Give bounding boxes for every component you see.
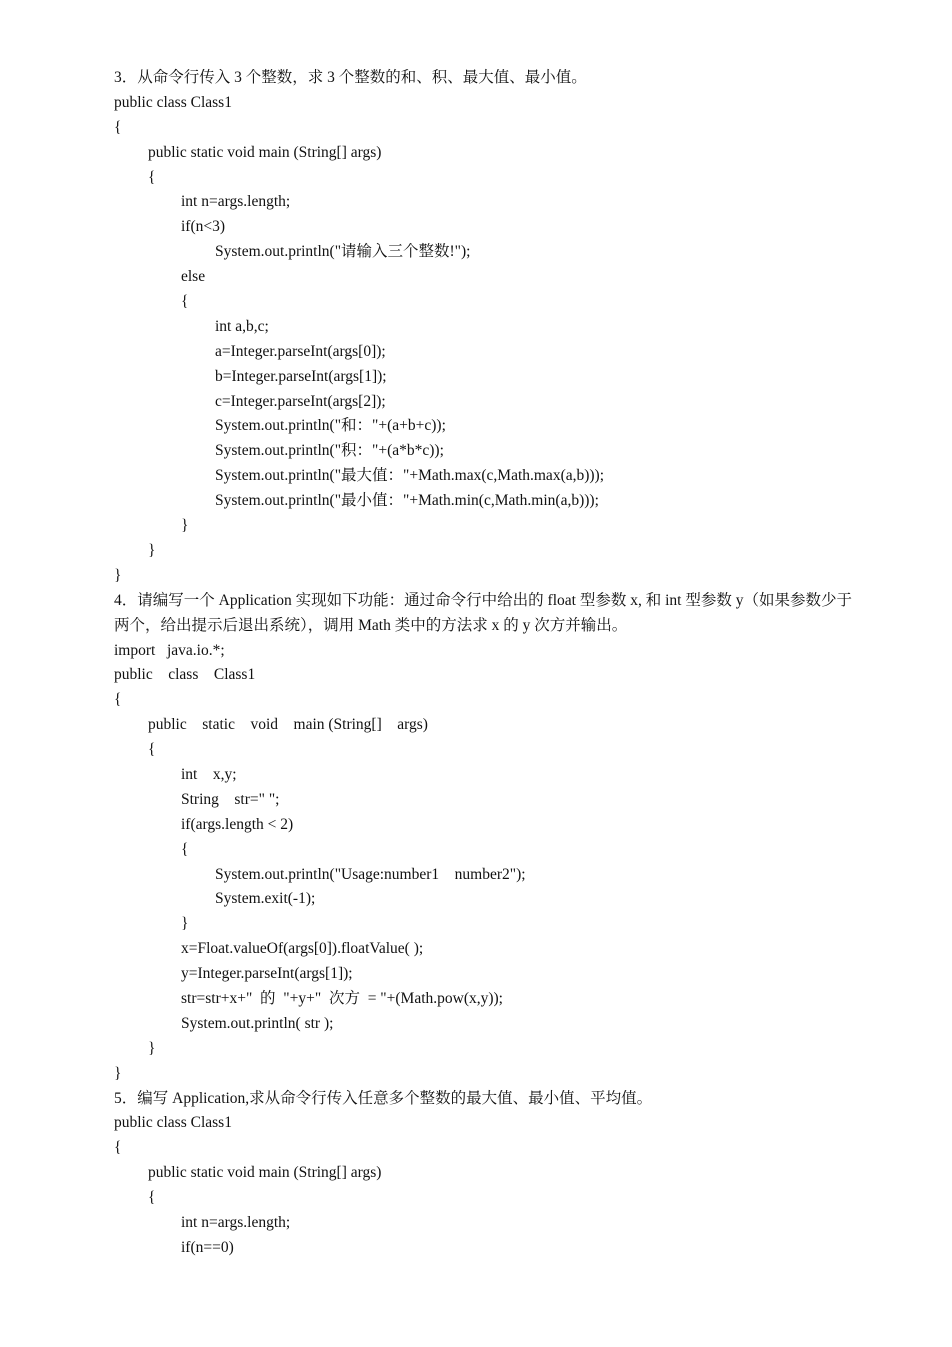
code-line: int a,b,c; [215,317,269,335]
code-line: { [148,168,156,186]
code-line: { [114,691,122,709]
section-heading: 3．从命令行传入 3 个整数，求 3 个整数的和、积、最大值、最小值。 [114,69,587,86]
code-line: a=Integer.parseInt(args[0]); [215,342,386,360]
code-line: System.out.println("和："+(a+b+c)); [215,417,446,435]
code-line: { [181,840,189,858]
code-line: } [148,1039,156,1057]
code-line: System.out.println("Usage:number1 number2"); [215,865,526,883]
code-line: else [181,268,206,286]
code-line: b=Integer.parseInt(args[1]); [215,367,387,385]
code-line: str=str+x+" 的 "+y+" 次方 = "+(Math.pow(x,y)); [181,989,503,1007]
code-line: import java.io.*; [114,641,225,659]
code-line: { [114,118,122,136]
code-line: public class Class1 [114,93,232,111]
code-line: public static void main (String[] args) [148,143,382,161]
code-line: x=Float.valueOf(args[0]).floatValue( ); [181,940,424,958]
section-heading: 5．编写 Application,求从命令行传入任意多个整数的最大值、最小值、平均值。 [114,1089,653,1107]
code-line: int x,y; [181,765,237,783]
code-line: c=Integer.parseInt(args[2]); [215,392,386,410]
code-line: } [181,915,189,933]
code-line: } [114,566,122,584]
section-heading: 4．请编写一个 Application 实现如下功能：通过命令行中给出的 float 型参数 x, 和 int 型参数 y（如果参数少于两个，给出提示后退出系统），调用 Math 类中的方法求 x 的 y 次方并输出。 [114,591,852,634]
code-line: String str=" "; [181,790,280,808]
code-line: public static void main (String[] args) [148,716,428,734]
code-line: if(n<3) [181,218,226,236]
code-line: } [114,1064,122,1082]
code-line: int n=args.length; [181,193,291,211]
code-line: System.out.println("请输入三个整数!"); [215,243,471,261]
code-line: { [114,1139,122,1157]
code-line: y=Integer.parseInt(args[1]); [181,965,353,983]
code-line: if(args.length < 2) [181,815,294,833]
code-line: { [148,741,156,759]
code-line: System.exit(-1); [215,890,316,908]
code-line: System.out.println("最小值："+Math.min(c,Math.min(a,b))); [215,492,599,510]
document-body [114,66,854,1261]
code-line: } [148,541,156,559]
code-line: System.out.println( str ); [181,1014,334,1032]
code-line: int n=args.length; [181,1214,291,1231]
code-line: System.out.println("最大值："+Math.max(c,Math.max(a,b))); [215,467,605,485]
code-line: public class Class1 [114,1114,232,1132]
code-line: public static void main (String[] args) [148,1164,382,1182]
code-line: if(n==0) [181,1238,234,1256]
code-line: System.out.println("积："+(a*b*c)); [215,442,444,460]
code-line: { [181,293,189,311]
code-line: public class Class1 [114,666,256,684]
code-line: { [148,1189,156,1207]
code-line: } [181,517,189,535]
